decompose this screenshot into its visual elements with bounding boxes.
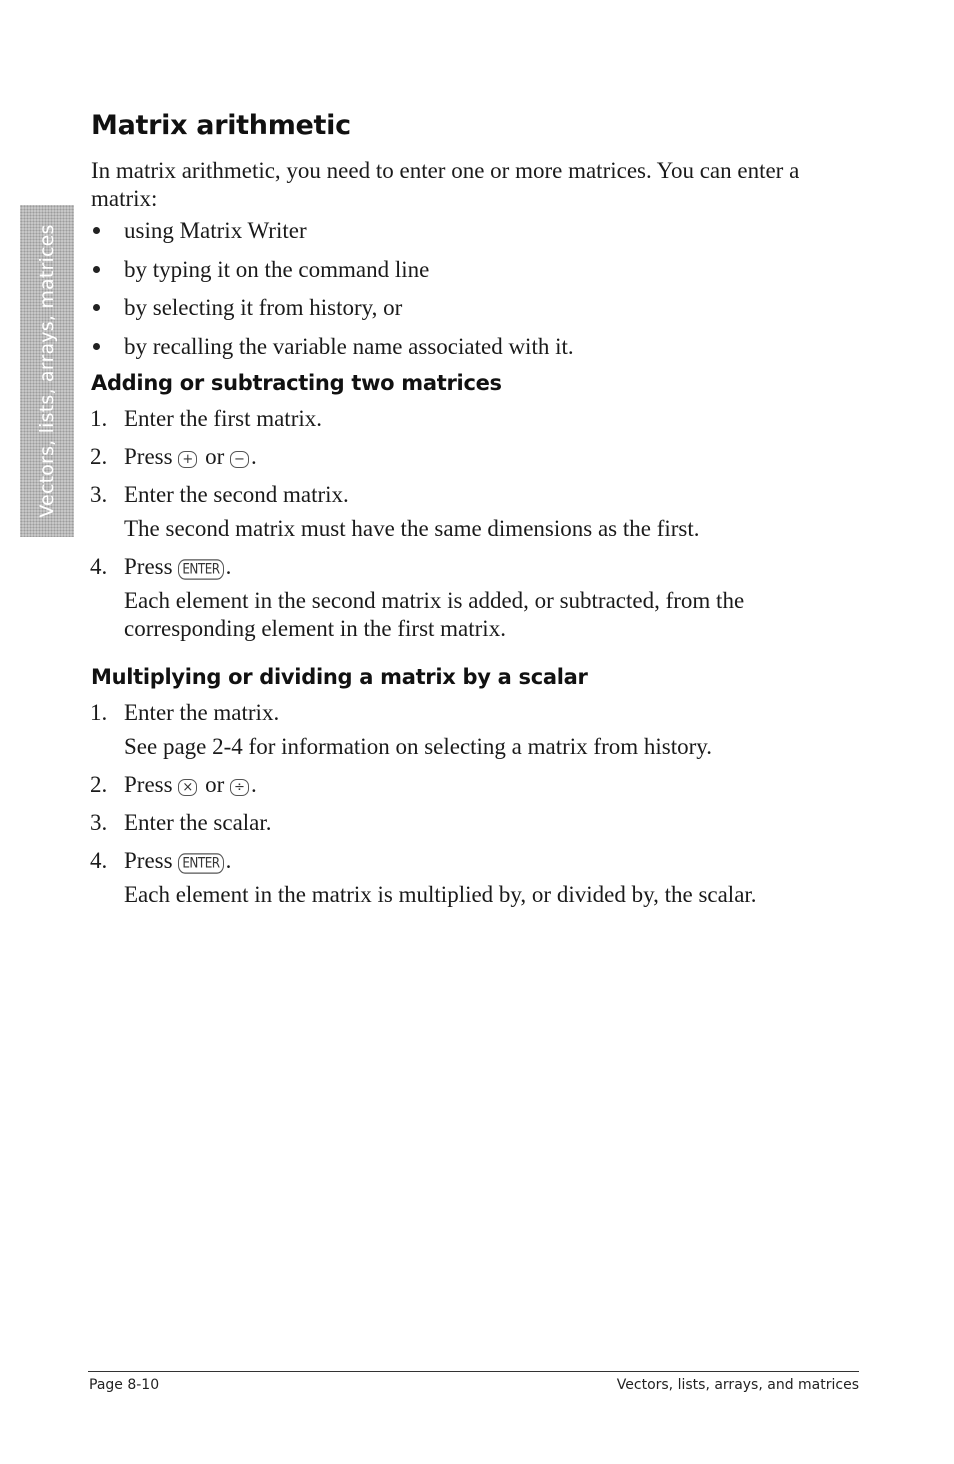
- add-steps-list: [91, 405, 851, 643]
- enter-key-icon: ENTER: [178, 559, 223, 579]
- step-item: [91, 443, 851, 471]
- list-item-text: by typing it on the command line: [124, 256, 430, 282]
- minus-key-icon: −: [230, 451, 249, 468]
- step-item: [91, 405, 851, 433]
- entry-methods-list: [91, 217, 851, 371]
- list-item-text: using Matrix Writer: [124, 218, 307, 243]
- step-number: 2.: [90, 772, 108, 797]
- list-item: [91, 294, 851, 333]
- bullet-icon: [93, 304, 100, 311]
- enter-key-icon: ENTER: [178, 853, 223, 873]
- step-text-pre: Press: [124, 848, 179, 873]
- plus-key-icon: +: [178, 451, 197, 468]
- step-note: Each element in the second matrix is added, or subtracted, from the corresponding element in the first matrix.: [124, 588, 745, 641]
- multiply-steps-list: [91, 699, 851, 909]
- step-text: Enter the scalar.: [124, 810, 272, 835]
- step-text-post: .: [250, 444, 257, 469]
- step-number: 2.: [90, 444, 108, 469]
- step-number: 1.: [90, 406, 108, 431]
- step-item: [91, 847, 851, 909]
- list-item-text: by recalling the variable name associated with it.: [124, 333, 574, 359]
- step-text: Enter the matrix.: [124, 700, 280, 725]
- footer-page-number: Page 8-10: [89, 1377, 160, 1393]
- list-item: [91, 256, 851, 295]
- page-title: Matrix arithmetic: [91, 110, 351, 141]
- step-text-mid: or: [199, 772, 230, 797]
- step-number: 4.: [90, 848, 108, 873]
- step-text-post: .: [250, 772, 257, 797]
- step-text-pre: Press: [124, 444, 179, 469]
- step-item: [91, 771, 851, 799]
- list-item-text: by selecting it from history, or: [124, 295, 403, 320]
- step-text-post: .: [225, 554, 232, 579]
- step-text-pre: Press: [124, 554, 179, 579]
- footer-chapter-title: Vectors, lists, arrays, and matrices: [616, 1377, 859, 1393]
- step-note: The second matrix must have the same dimensions as the first.: [124, 516, 700, 541]
- multiply-key-icon: ×: [178, 779, 197, 796]
- divide-key-icon: ÷: [230, 779, 249, 796]
- step-number: 3.: [90, 482, 108, 507]
- step-note: Each element in the matrix is multiplied by, or divided by, the scalar.: [124, 882, 757, 907]
- list-item: [91, 217, 851, 256]
- footer-divider: [88, 1371, 859, 1372]
- step-text: Enter the second matrix.: [124, 482, 349, 507]
- bullet-icon: [93, 227, 100, 234]
- step-text: Enter the first matrix.: [124, 406, 322, 431]
- chapter-side-tab-label: Vectors, lists, arrays, matrices: [36, 224, 58, 518]
- step-text-pre: Press: [124, 772, 179, 797]
- step-note: See page 2-4 for information on selecting a matrix from history.: [124, 734, 713, 759]
- step-number: 1.: [90, 700, 108, 725]
- step-text-mid: or: [199, 444, 230, 469]
- step-item: [91, 553, 851, 643]
- bullet-icon: [93, 343, 100, 350]
- page-content: [91, 110, 851, 919]
- step-item: [91, 699, 851, 761]
- chapter-side-tab: [20, 205, 74, 537]
- step-item: [91, 481, 851, 543]
- intro-paragraph: In matrix arithmetic, you need to enter one or more matrices. You can enter a matrix:: [91, 158, 800, 211]
- list-item: [91, 333, 851, 372]
- step-number: 3.: [90, 810, 108, 835]
- section-heading-multiply: Multiplying or dividing a matrix by a scalar: [91, 665, 588, 689]
- step-item: [91, 809, 851, 837]
- step-text-post: .: [225, 848, 232, 873]
- step-number: 4.: [90, 554, 108, 579]
- section-heading-add: Adding or subtracting two matrices: [91, 371, 502, 395]
- bullet-icon: [93, 266, 100, 273]
